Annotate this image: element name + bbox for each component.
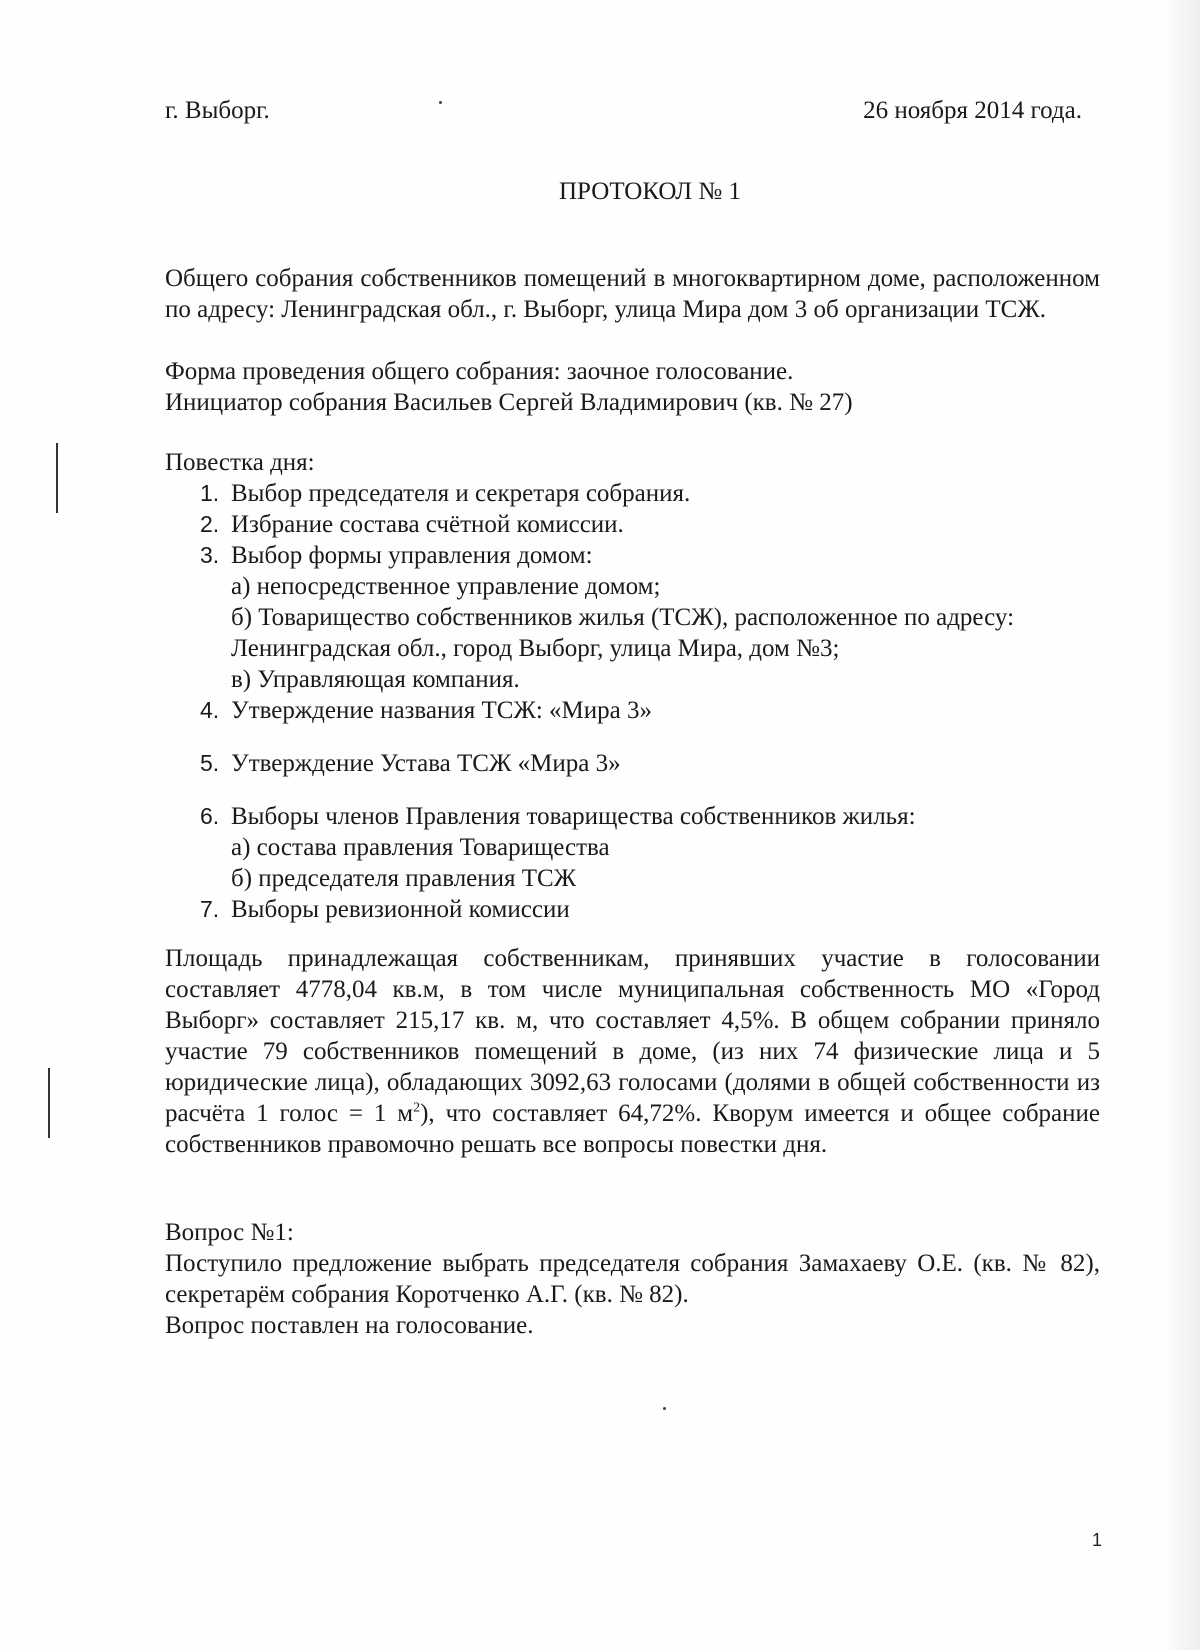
agenda-subitem: Ленинградская обл., город Выборг, улица Мира, дом №3; — [231, 635, 840, 662]
page-edge-shadow — [1170, 0, 1200, 1650]
agenda-item — [165, 478, 1100, 509]
agenda-text: Выборы ревизионной комиссии — [231, 896, 570, 923]
quorum-paragraph — [165, 943, 1100, 1160]
agenda-subitem: а) состава правления Товарищества — [231, 834, 610, 861]
agenda-heading: Повестка дня: — [165, 449, 315, 476]
document-header — [165, 95, 1082, 126]
agenda-text: Утверждение названия ТСЖ: «Мира 3» — [231, 697, 652, 724]
agenda-subitem: в) Управляющая компания. — [231, 666, 520, 693]
date: 26 ноября 2014 года. — [863, 97, 1082, 124]
agenda-subitem: б) Товарищество собственников жилья (ТСЖ), расположенное по адресу: — [231, 604, 1015, 631]
agenda-text: Избрание состава счётной комиссии. — [231, 511, 624, 538]
agenda-item — [165, 509, 1100, 540]
question-text: Поступило предложение выбрать председателя собрания Замахаеву О.Е. (кв. № 82), секретарём собрания Коротченко А.Г. (кв. № 82). — [165, 1250, 1100, 1308]
agenda-number: 2. — [200, 511, 220, 537]
question-heading: Вопрос №1: — [165, 1219, 294, 1246]
agenda-number: 7. — [200, 896, 220, 922]
meeting-subject: Общего собрания собственников помещений в многоквартирном доме, расположенном по адресу: Ленинградская обл., г. Выборг, улица Мира дом 3 об организации ТСЖ. — [165, 265, 1100, 323]
agenda-number: 4. — [200, 697, 220, 723]
agenda-item — [165, 748, 1100, 779]
binder-mark-top — [56, 443, 58, 513]
scan-speck — [663, 1407, 666, 1410]
agenda-text: Утверждение Устава ТСЖ «Мира 3» — [231, 750, 621, 777]
agenda-item — [165, 801, 1100, 832]
agenda-text: Выборы членов Правления товарищества собственников жилья: — [231, 803, 916, 830]
quorum-text-part2: ), что составляет 64,72%. Кворум имеется и общее собрание собственников правомочно решать все вопросы повестки дня. — [165, 1100, 1100, 1158]
agenda-subitem: а) непосредственное управление домом; — [231, 573, 661, 600]
question-status: Вопрос поставлен на голосование. — [165, 1312, 534, 1339]
agenda-item — [165, 695, 1100, 726]
agenda-text: Выбор председателя и секретаря собрания. — [231, 480, 691, 507]
city: г. Выборг. — [165, 97, 270, 124]
agenda-text: Выбор формы управления домом: — [231, 542, 593, 569]
agenda-item — [165, 540, 1100, 571]
agenda-subitem: б) председателя правления ТСЖ — [231, 865, 577, 892]
agenda-number: 3. — [200, 542, 220, 568]
meeting-initiator: Инициатор собрания Васильев Сергей Владимирович (кв. № 27) — [165, 389, 853, 416]
binder-mark-bottom — [48, 1068, 50, 1138]
agenda-list — [165, 478, 1100, 925]
quorum-superscript: 2 — [413, 1100, 421, 1116]
agenda-number: 1. — [200, 480, 220, 506]
agenda-number: 6. — [200, 803, 220, 829]
document-body — [165, 95, 1100, 1341]
agenda-item — [165, 894, 1100, 925]
quorum-text-part1: Площадь принадлежащая собственникам, принявших участие в голосовании составляет 4778,04 кв.м, в том числе муниципальная собственность МО «Город Выборг» составляет 215,17 кв. м, что составляет 4,5%. В общем собрании приняло участие 79 собственников помещений в доме, (из них 74 физические лица и 5 юридические лица), обладающих 3092,63 голосами (долями в общей собственности из расчёта 1 голос = 1 м — [165, 945, 1100, 1127]
meeting-form: Форма проведения общего собрания: заочное голосование. — [165, 358, 794, 385]
document-title: ПРОТОКОЛ № 1 — [559, 178, 741, 205]
agenda-number: 5. — [200, 750, 220, 776]
page-number: 1 — [1092, 1530, 1103, 1550]
